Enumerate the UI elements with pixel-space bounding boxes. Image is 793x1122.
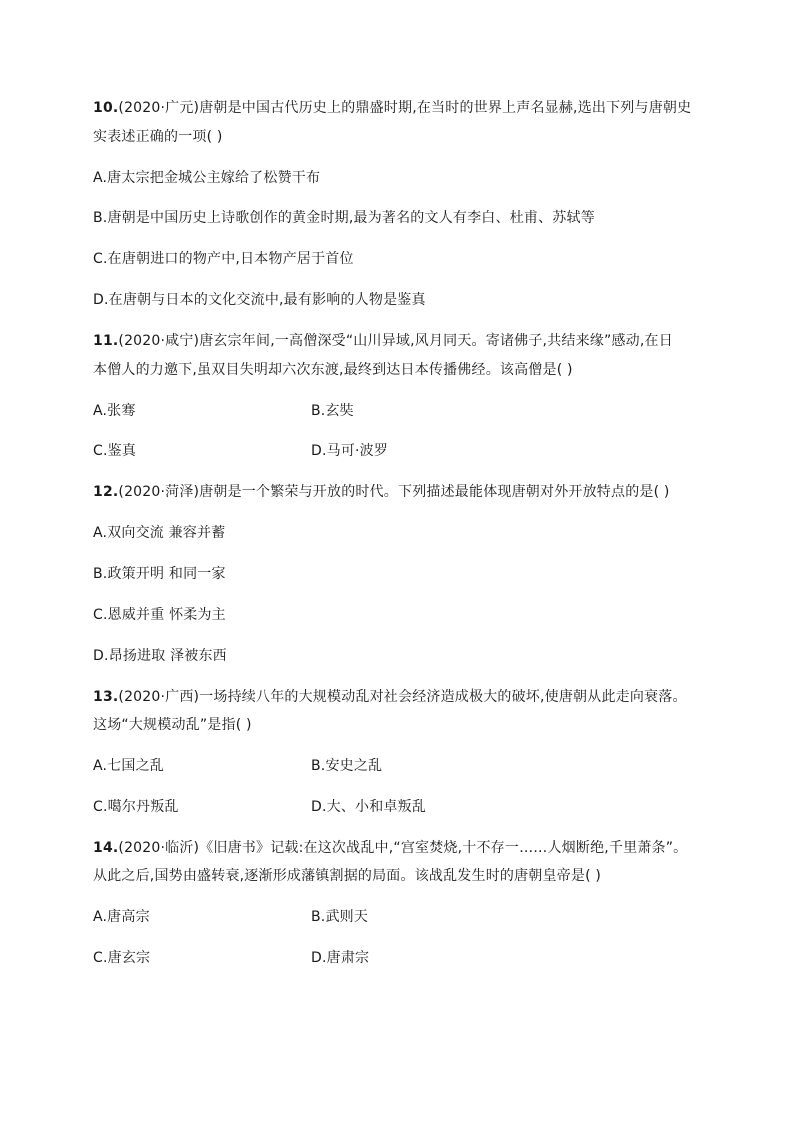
question-stem-text: (2020·广元)唐朝是中国古代历史上的鼎盛时期,在当时的世界上声名显赫,选出下列与唐朝史 bbox=[118, 100, 692, 116]
question-stem-text: (2020·咸宁)唐玄宗年间,一高僧深受“山川异域,风月同天。寄诸佛子,共结来缘”感动,在日 bbox=[118, 333, 673, 349]
question-stem-text: (2020·菏泽)唐朝是一个繁荣与开放的时代。下列描述最能体现唐朝对外开放特点的是( ) bbox=[118, 484, 670, 500]
option-d: D.唐肃宗 bbox=[311, 950, 370, 966]
option-d: D.在唐朝与日本的文化交流中,最有影响的人物是鉴真 bbox=[93, 292, 426, 308]
question-stem-line bbox=[93, 98, 691, 118]
option-c: C.唐玄宗 bbox=[93, 950, 151, 966]
option-c: C.在唐朝进口的物产中,日本物产居于首位 bbox=[93, 251, 354, 267]
option-b: B.政策开明 和同一家 bbox=[93, 566, 226, 582]
question-number: 10. bbox=[93, 100, 119, 116]
option-b: B.唐朝是中国历史上诗歌创作的黄金时期,最为著名的文人有李白、杜甫、苏轼等 bbox=[93, 210, 595, 226]
question-stem-line bbox=[93, 482, 670, 502]
question-stem-line: 从此之后,国势由盛转衰,逐渐形成藩镇割据的局面。该战乱发生时的唐朝皇帝是( ) bbox=[93, 868, 602, 884]
question-stem-text: (2020·临沂)《旧唐书》记载:在这次战乱中,“宫室焚烧,十不存一……人烟断绝,千里萧条”。 bbox=[118, 840, 688, 856]
option-d: D.大、小和卓叛乱 bbox=[311, 799, 427, 815]
option-b: B.武则天 bbox=[311, 909, 369, 925]
option-a: A.七国之乱 bbox=[93, 758, 164, 774]
option-b: B.安史之乱 bbox=[311, 758, 383, 774]
question-number: 12. bbox=[93, 484, 119, 500]
question-stem-line bbox=[93, 331, 673, 351]
option-a: A.唐高宗 bbox=[93, 909, 150, 925]
question-stem-line bbox=[93, 687, 687, 707]
option-a: A.张骞 bbox=[93, 403, 136, 419]
question-number: 14. bbox=[93, 840, 119, 856]
question-stem-text: (2020·广西)一场持续八年的大规模动乱对社会经济造成极大的破坏,使唐朝从此走向衰落。 bbox=[118, 689, 687, 705]
option-b: B.玄奘 bbox=[311, 403, 354, 419]
option-row bbox=[93, 441, 389, 461]
option-row bbox=[93, 948, 370, 968]
question-stem-line: 实表述正确的一项( ) bbox=[93, 129, 223, 145]
question-stem-line: 这场“大规模动乱”是指( ) bbox=[93, 717, 252, 733]
option-c: C.鉴真 bbox=[93, 443, 137, 459]
option-row bbox=[93, 756, 383, 776]
option-row bbox=[93, 797, 427, 817]
question-number: 11. bbox=[93, 333, 119, 349]
option-a: A.唐太宗把金城公主嫁给了松赞干布 bbox=[93, 170, 321, 186]
option-d: D.昂扬进取 泽被东西 bbox=[93, 648, 227, 664]
option-d: D.马可·波罗 bbox=[311, 443, 389, 459]
question-stem-line bbox=[93, 838, 687, 858]
option-row bbox=[93, 907, 369, 927]
option-c: C.恩威并重 怀柔为主 bbox=[93, 607, 226, 623]
option-a: A.双向交流 兼容并蓄 bbox=[93, 525, 226, 541]
option-c: C.噶尔丹叛乱 bbox=[93, 799, 179, 815]
question-number: 13. bbox=[93, 689, 119, 705]
question-stem-line: 本僧人的力邀下,虽双目失明却六次东渡,最终到达日本传播佛经。该高僧是( ) bbox=[93, 362, 573, 378]
option-row bbox=[93, 401, 354, 421]
